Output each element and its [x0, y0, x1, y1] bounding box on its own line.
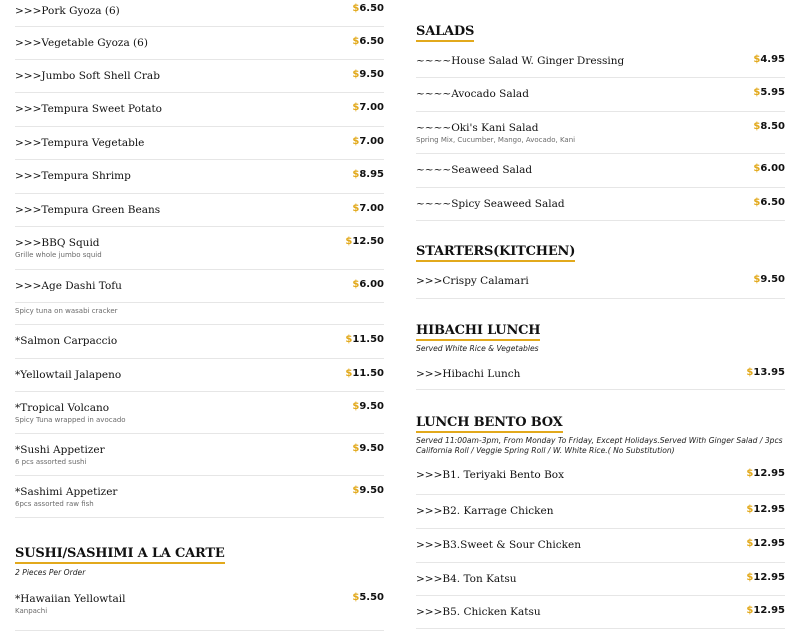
section-title: SALADS [416, 24, 474, 42]
item-name: >>>B3.Sweet & Sour Chicken [416, 539, 581, 551]
item-name: >>>Vegetable Gyoza (6) [15, 37, 148, 49]
menu-item[interactable] [416, 188, 785, 221]
item-description: 6pcs assorted raw fish [15, 500, 94, 508]
menu-item[interactable] [15, 60, 384, 93]
menu-item[interactable] [416, 529, 785, 563]
currency-symbol: $ [746, 605, 754, 616]
currency-symbol: $ [352, 203, 360, 214]
currency-symbol: $ [352, 485, 360, 496]
item-price [753, 87, 785, 98]
item-price [746, 468, 785, 479]
item-description: 6 pcs assorted sushi [15, 458, 87, 466]
item-price [352, 136, 384, 147]
menu-item[interactable] [416, 112, 785, 154]
item-price [753, 54, 785, 65]
price-value: 6.50 [359, 36, 384, 47]
menu-item[interactable] [416, 78, 785, 112]
item-price [352, 279, 384, 290]
item-price [753, 274, 785, 285]
section-note: 2 Pieces Per Order [15, 568, 86, 577]
price-value: 9.50 [359, 69, 384, 80]
item-name: ~~~~House Salad W. Ginger Dressing [416, 55, 625, 67]
price-value: 12.95 [753, 468, 785, 479]
item-price [746, 367, 785, 378]
price-value: 6.00 [359, 279, 384, 290]
item-price [753, 121, 785, 132]
menu-item[interactable] [416, 45, 785, 78]
price-value: 6.00 [760, 163, 785, 174]
currency-symbol: $ [753, 87, 761, 98]
price-value: 9.50 [760, 274, 785, 285]
currency-symbol: $ [746, 367, 754, 378]
currency-symbol: $ [352, 443, 360, 454]
item-description: Spring Mix, Cucumber, Mango, Avocado, Kani [416, 136, 576, 144]
item-name: ~~~~Spicy Seaweed Salad [416, 198, 565, 210]
item-name: >>>Tempura Green Beans [15, 204, 161, 216]
item-name: *Yellowtail Jalapeno [15, 369, 122, 381]
item-name: >>>Age Dashi Tofu [15, 280, 122, 292]
currency-symbol: $ [746, 468, 754, 479]
left-menu-column [15, 0, 384, 631]
item-name: *Salmon Carpaccio [15, 335, 118, 347]
item-price [352, 401, 384, 412]
item-price [352, 203, 384, 214]
currency-symbol: $ [746, 538, 754, 549]
item-price [352, 485, 384, 496]
menu-item[interactable] [15, 434, 384, 476]
menu-item[interactable] [416, 563, 785, 596]
item-price [352, 36, 384, 47]
item-name: >>>Tempura Shrimp [15, 170, 131, 182]
price-value: 6.50 [359, 3, 384, 14]
item-name: >>>Jumbo Soft Shell Crab [15, 70, 160, 82]
currency-symbol: $ [352, 169, 360, 180]
currency-symbol: $ [352, 401, 360, 412]
price-value: 13.95 [753, 367, 785, 378]
currency-symbol: $ [352, 3, 360, 14]
currency-symbol: $ [345, 334, 353, 345]
menu-item[interactable] [15, 476, 384, 518]
item-price [352, 443, 384, 454]
item-price [345, 236, 384, 247]
item-price [352, 102, 384, 113]
section-title: HIBACHI LUNCH [416, 323, 540, 341]
price-value: 6.50 [760, 197, 785, 208]
section-note: Served 11:00am-3pm, From Monday To Friday, Except Holidays.Served With Ginger Salad / 3pcs California Roll / Veggie Spring Roll / W. White Rice.( No Substitution) [416, 436, 783, 455]
currency-symbol: $ [746, 572, 754, 583]
item-price [746, 572, 785, 583]
price-value: 12.95 [753, 538, 785, 549]
item-name: >>>Tempura Sweet Potato [15, 103, 162, 115]
menu-item[interactable] [15, 325, 384, 359]
section-header-starters [416, 221, 785, 265]
menu-item[interactable] [15, 359, 384, 392]
item-name: *Hawaiian Yellowtail [15, 593, 126, 605]
section-title: LUNCH BENTO BOX [416, 415, 563, 433]
right-menu-column [416, 0, 785, 629]
section-header-sushi-sashimi [15, 518, 384, 590]
item-description: Spicy tuna on wasabi cracker [15, 307, 118, 315]
currency-symbol: $ [746, 504, 754, 515]
item-description: Kanpachi [15, 607, 48, 615]
price-value: 9.50 [359, 401, 384, 412]
price-value: 9.50 [359, 485, 384, 496]
menu-item[interactable] [15, 127, 384, 160]
item-price [746, 605, 785, 616]
item-name: >>>Tempura Vegetable [15, 137, 145, 149]
item-name: *Sashimi Appetizer [15, 486, 118, 498]
menu-item[interactable] [15, 27, 384, 60]
currency-symbol: $ [352, 592, 360, 603]
price-value: 7.00 [359, 203, 384, 214]
currency-symbol: $ [352, 136, 360, 147]
menu-item[interactable] [15, 392, 384, 434]
item-name: *Sushi Appetizer [15, 444, 105, 456]
item-price [746, 504, 785, 515]
item-price [345, 334, 384, 345]
price-value: 7.00 [359, 102, 384, 113]
currency-symbol: $ [345, 236, 353, 247]
item-name: >>>Pork Gyoza (6) [15, 5, 120, 17]
item-description: Grille whole jumbo squid [15, 251, 102, 259]
currency-symbol: $ [753, 274, 761, 285]
price-value: 5.50 [359, 592, 384, 603]
section-note: Served White Rice & Vegetables [416, 344, 539, 353]
currency-symbol: $ [753, 121, 761, 132]
currency-symbol: $ [352, 69, 360, 80]
menu-item[interactable] [15, 93, 384, 127]
price-value: 12.50 [352, 236, 384, 247]
item-name: >>>B4. Ton Katsu [416, 573, 517, 585]
menu-item[interactable] [416, 358, 785, 390]
price-value: 11.50 [352, 368, 384, 379]
price-value: 12.95 [753, 605, 785, 616]
item-name: >>>Crispy Calamari [416, 275, 529, 287]
item-name: >>>BBQ Squid [15, 237, 100, 249]
price-value: 8.50 [760, 121, 785, 132]
price-value: 12.95 [753, 504, 785, 515]
menu-item[interactable] [15, 227, 384, 270]
price-value: 9.50 [359, 443, 384, 454]
menu-item[interactable] [15, 0, 384, 27]
currency-symbol: $ [345, 368, 353, 379]
section-title: SUSHI/SASHIMI A LA CARTE [15, 546, 225, 564]
item-price [352, 169, 384, 180]
item-price [753, 197, 785, 208]
item-name: ~~~~Oki's Kani Salad [416, 122, 539, 134]
menu-item[interactable] [416, 265, 785, 299]
section-header-salads [416, 0, 785, 45]
menu-item[interactable] [416, 495, 785, 529]
menu-item[interactable] [416, 154, 785, 188]
price-value: 8.95 [359, 169, 384, 180]
item-price [352, 592, 384, 603]
item-name: *Tropical Volcano [15, 402, 110, 414]
currency-symbol: $ [753, 54, 761, 65]
item-name: >>>B1. Teriyaki Bento Box [416, 469, 565, 481]
menu-item[interactable] [416, 462, 785, 495]
item-description: Spicy Tuna wrapped in avocado [15, 416, 126, 424]
item-price [352, 3, 384, 14]
item-price [753, 163, 785, 174]
price-value: 4.95 [760, 54, 785, 65]
section-header-bento [416, 390, 785, 462]
currency-symbol: $ [352, 279, 360, 290]
item-name: >>>Hibachi Lunch [416, 368, 521, 380]
item-price [352, 69, 384, 80]
currency-symbol: $ [753, 163, 761, 174]
section-header-hibachi [416, 299, 785, 358]
item-price [746, 538, 785, 549]
section-title: STARTERS(KITCHEN) [416, 244, 575, 262]
menu-item[interactable] [15, 303, 384, 325]
menu-item[interactable] [15, 590, 384, 631]
menu-item[interactable] [15, 270, 384, 303]
item-name: >>>B5. Chicken Katsu [416, 606, 541, 618]
item-name: >>>B2. Karrage Chicken [416, 505, 554, 517]
menu-item[interactable] [15, 194, 384, 227]
menu-item[interactable] [15, 160, 384, 194]
item-name: ~~~~Avocado Salad [416, 88, 529, 100]
price-value: 12.95 [753, 572, 785, 583]
price-value: 5.95 [760, 87, 785, 98]
item-name: ~~~~Seaweed Salad [416, 164, 533, 176]
menu-item[interactable] [416, 596, 785, 629]
currency-symbol: $ [753, 197, 761, 208]
currency-symbol: $ [352, 102, 360, 113]
currency-symbol: $ [352, 36, 360, 47]
price-value: 11.50 [352, 334, 384, 345]
price-value: 7.00 [359, 136, 384, 147]
item-price [345, 368, 384, 379]
